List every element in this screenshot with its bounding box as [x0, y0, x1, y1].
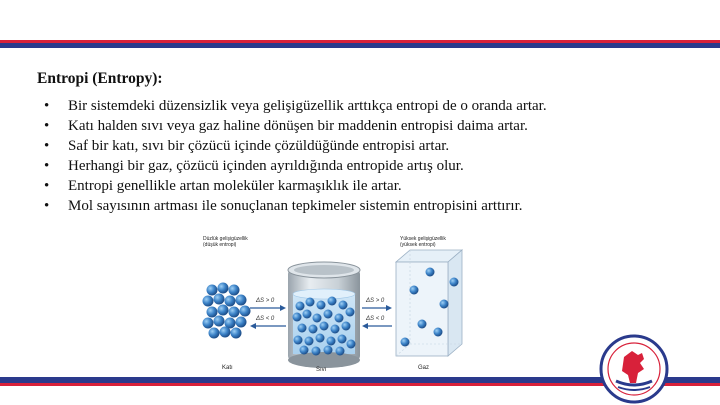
low-entropy-caption-line2: (düşük entropi)	[203, 242, 237, 248]
bullet-dot: •	[44, 98, 50, 114]
slide-title: Entropi (Entropy):	[37, 70, 163, 87]
liquid-beaker	[288, 262, 360, 368]
bullet-text: Herhangi bir gaz, çözücü içinden ayrıldığında entropide artış olur.	[68, 158, 464, 174]
bullet-text: Katı halden sıvı veya gaz haline dönüşen bir maddenin entropisi daima artar.	[68, 118, 528, 134]
bullet-dot: •	[44, 198, 50, 214]
high-entropy-caption-line2: (yüksek entropi)	[400, 242, 436, 248]
bullet-item	[44, 196, 547, 216]
bullet-dot: •	[44, 178, 50, 194]
delta-s-negative-label: ΔS < 0	[366, 316, 385, 322]
bullet-dot: •	[44, 138, 50, 154]
bullet-dot: •	[44, 158, 50, 174]
solid-molecule-cluster	[203, 283, 251, 339]
bullet-item	[44, 156, 547, 176]
top-band-white	[0, 0, 720, 40]
bullet-item	[44, 96, 547, 116]
low-entropy-caption	[203, 236, 248, 248]
gas-state-label: Gaz	[418, 365, 430, 371]
delta-s-positive-label: ΔS > 0	[256, 298, 275, 304]
bullet-item	[44, 116, 547, 136]
bullet-dot: •	[44, 118, 50, 134]
gas-container	[396, 250, 462, 356]
university-seal-icon	[598, 333, 670, 405]
delta-s-positive-label: ΔS > 0	[366, 298, 385, 304]
entropy-illustration	[200, 232, 468, 374]
entropy-states-figure	[200, 232, 468, 374]
solid-state-label: Katı	[222, 365, 233, 371]
high-entropy-caption-line1: Yüksek gelişigüzellik	[400, 236, 446, 242]
bullet-list	[44, 96, 547, 216]
top-decorative-band	[0, 0, 720, 48]
bullet-text: Saf bir katı, sıvı bir çözücü içinde çözüldüğünde entropisi artar.	[68, 138, 450, 154]
bullet-text: Bir sistemdeki düzensizlik veya gelişigüzellik arttıkça entropi de o oranda artar.	[68, 98, 547, 114]
bullet-text: Mol sayısının artması ile sonuçlanan tepkimeler sistemin entropisini arttırır.	[68, 198, 523, 214]
bullet-text: Entropi genellikle artan moleküler karmaşıklık ile artar.	[68, 178, 402, 194]
low-entropy-caption-line1: Düzlük gelişigüzellik	[203, 236, 248, 242]
top-blue-stripe	[0, 43, 720, 48]
bullet-item	[44, 176, 547, 196]
delta-s-negative-label: ΔS < 0	[256, 316, 275, 322]
liquid-state-label: Sıvı	[316, 367, 327, 373]
bullet-item	[44, 136, 547, 156]
university-logo	[598, 333, 670, 405]
high-entropy-caption	[400, 236, 446, 248]
